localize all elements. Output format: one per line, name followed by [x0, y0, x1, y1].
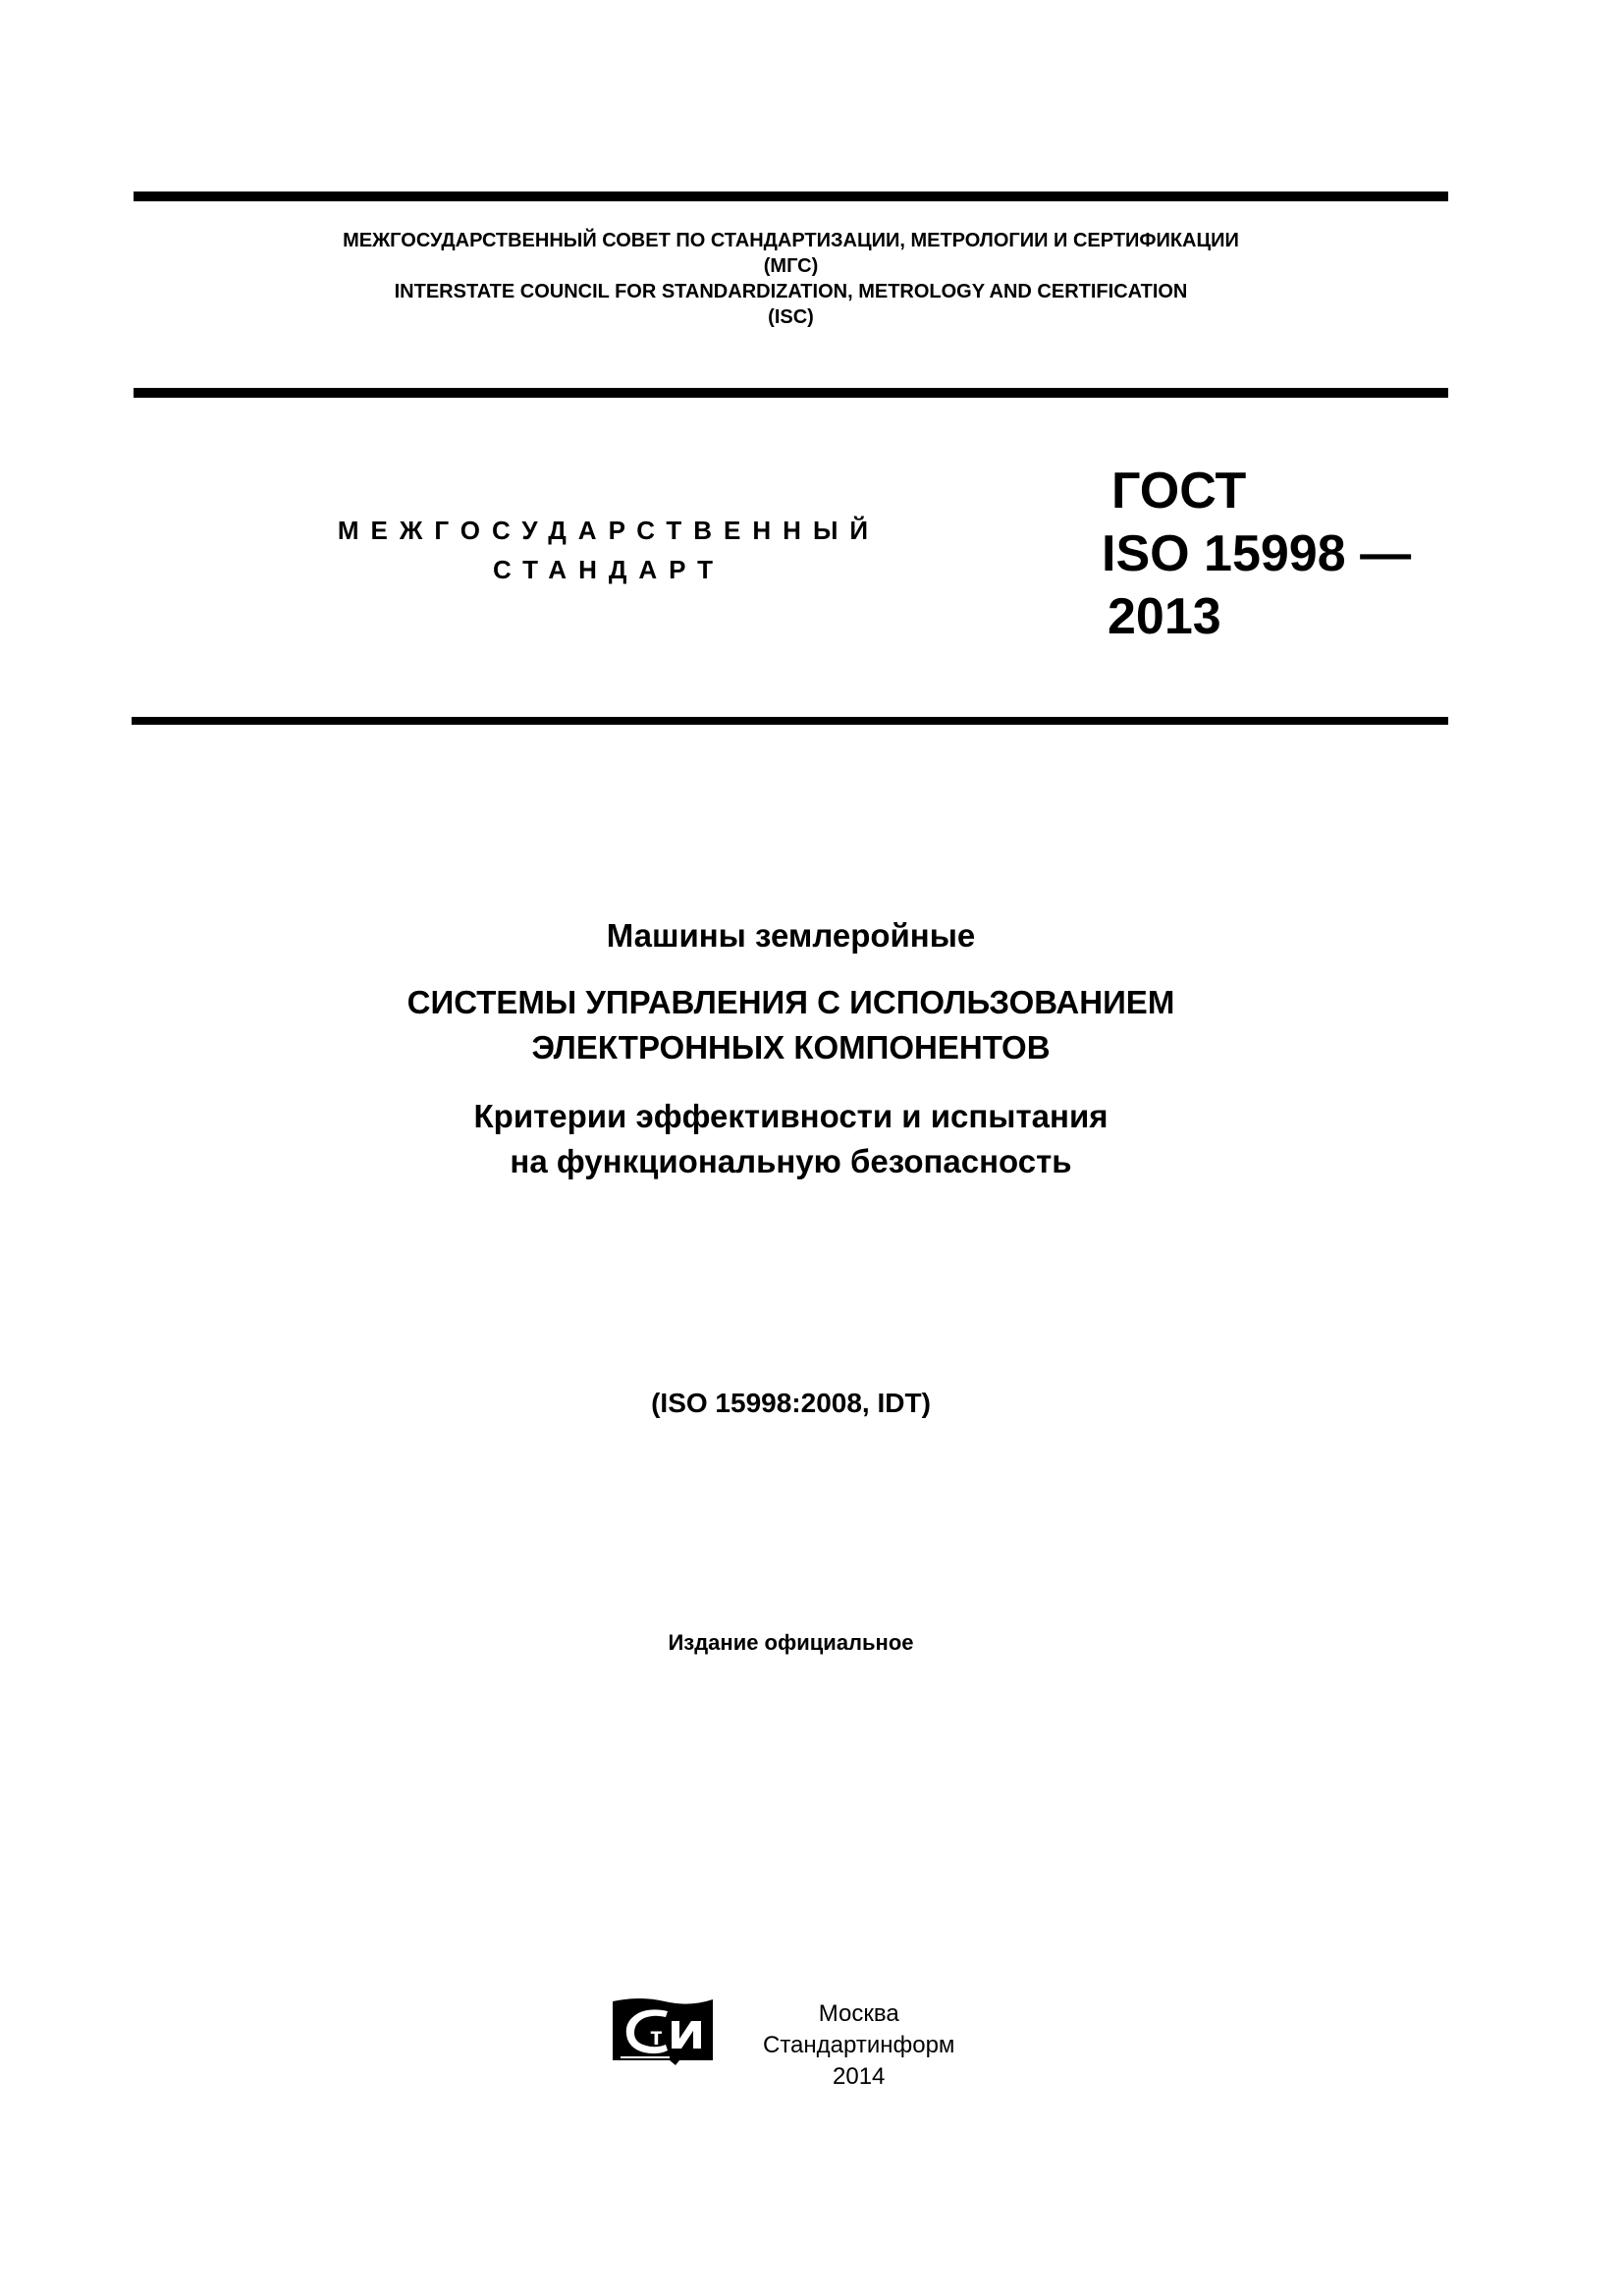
standard-kind-line-2: СТАНДАРТ: [492, 555, 726, 584]
council-abbr-ru: (МГС): [763, 255, 819, 277]
council-name-ru: МЕЖГОСУДАРСТВЕННЫЙ СОВЕТ ПО СТАНДАРТИЗАЦИИ, МЕТРОЛОГИИ И СЕРТИФИКАЦИИ: [343, 230, 1239, 251]
iso-reference: (ISO 15998:2008, IDT): [651, 1388, 931, 1418]
edition-label: Издание официальное: [668, 1630, 914, 1655]
council-name-en: INTERSTATE COUNCIL FOR STANDARDIZATION, METROLOGY AND CERTIFICATION: [394, 281, 1188, 302]
standard-kind-line-1: МЕЖГОСУДАРСТВЕННЫЙ: [337, 516, 881, 545]
title-sub-line-2: на функциональную безопасность: [510, 1143, 1072, 1179]
designation-bottom-rule: [132, 717, 1448, 725]
svg-text:т: т: [650, 2021, 663, 2050]
publisher-city: Москва: [818, 2000, 899, 2027]
title-sub-line-1: Критерии эффективности и испытания: [473, 1098, 1109, 1134]
council-bottom-rule: [134, 388, 1448, 398]
standard-designation: [1102, 460, 1411, 648]
top-rule: [134, 191, 1448, 201]
title-main-line-1: СИСТЕМЫ УПРАВЛЕНИЯ С ИСПОЛЬЗОВАНИЕМ: [406, 984, 1175, 1020]
designation-year: 2013: [1108, 588, 1221, 645]
standartinform-logo-icon: [611, 1994, 719, 2067]
title-sub: [134, 1094, 1448, 1184]
standard-kind: [285, 511, 933, 589]
council-abbr-en: (ISC): [768, 306, 814, 328]
document-titles: [134, 915, 1448, 1184]
council-header: [134, 228, 1448, 330]
publisher-year: 2014: [833, 2063, 886, 2090]
publisher-block: [611, 1994, 954, 2093]
title-main-line-2: ЭЛЕКТРОННЫХ КОМПОНЕНТОВ: [531, 1029, 1051, 1066]
title-main: [134, 980, 1448, 1070]
publisher-info: [763, 1998, 954, 2093]
designation-gost: ГОСТ: [1111, 463, 1247, 519]
title-group: Машины землеройные: [606, 917, 976, 954]
designation-number: ISO 15998 —: [1102, 525, 1412, 582]
publisher-name: Стандартинформ: [763, 2032, 955, 2058]
